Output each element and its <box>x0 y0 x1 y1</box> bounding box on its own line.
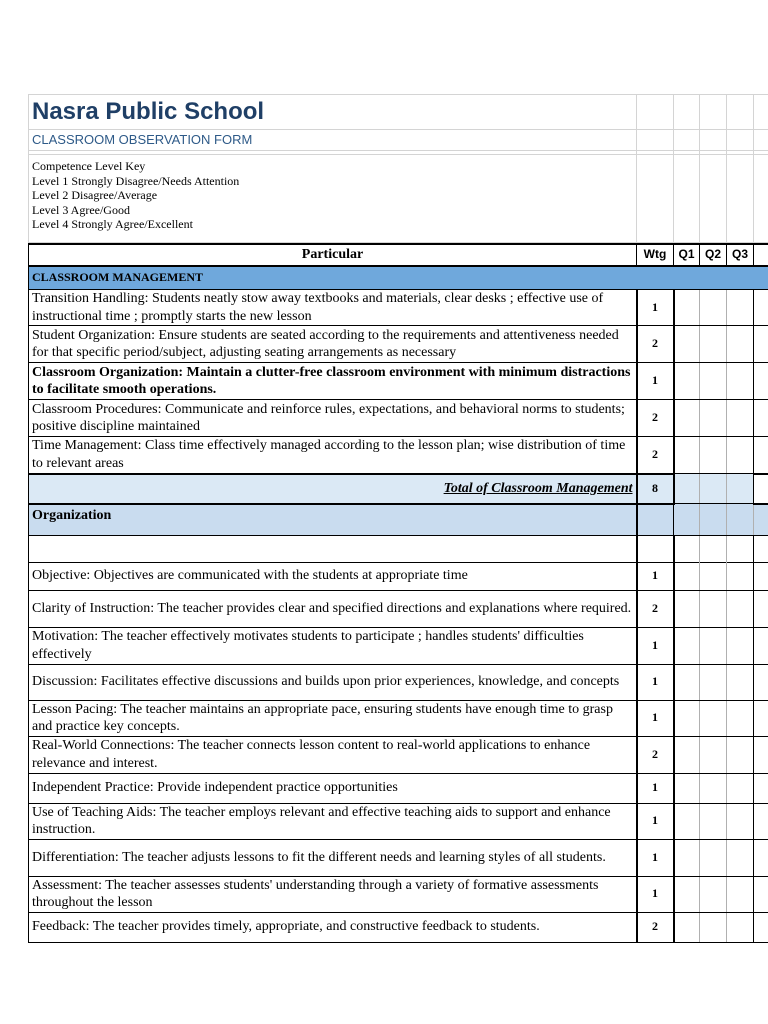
item-weight: 1 <box>637 876 674 912</box>
item-student-organization: Student Organization: Ensure students are seated according to the requirements and attentiveness needed for that specific period/subject, adjusting seating arrangements as necessary <box>29 326 637 363</box>
item-weight: 1 <box>637 803 674 839</box>
total-row <box>29 474 768 504</box>
competence-key <box>29 155 637 243</box>
col-q1: Q1 <box>674 244 700 266</box>
item-use-of-teaching-aids: Use of Teaching Aids: The teacher employs relevant and effective teaching aids to support and enhance instruction. <box>29 803 637 839</box>
competence-level-1: Level 1 Strongly Disagree/Needs Attention <box>32 173 240 188</box>
q1-cell[interactable] <box>674 664 700 700</box>
item-feedback: Feedback: The teacher provides timely, appropriate, and constructive feedback to students. <box>29 912 637 942</box>
item-weight: 1 <box>637 290 674 326</box>
q1-cell[interactable] <box>674 363 700 400</box>
table-row <box>29 664 768 700</box>
q3-cell[interactable] <box>727 664 754 700</box>
q1-cell[interactable] <box>674 627 700 664</box>
table-row <box>29 803 768 839</box>
table-row <box>29 627 768 664</box>
q1-cell[interactable] <box>674 736 700 773</box>
q1-cell[interactable] <box>674 803 700 839</box>
q2-cell[interactable] <box>700 773 727 803</box>
q3-cell[interactable] <box>727 437 754 474</box>
q3-cell[interactable] <box>727 326 754 363</box>
q3-cell[interactable] <box>727 562 754 590</box>
q2-cell[interactable] <box>700 839 727 876</box>
form-title: CLASSROOM OBSERVATION FORM <box>29 130 637 151</box>
table-row <box>29 839 768 876</box>
q1-cell[interactable] <box>674 400 700 437</box>
item-weight: 2 <box>637 400 674 437</box>
col-particular: Particular <box>29 244 637 266</box>
item-clarity-of-instruction: Clarity of Instruction: The teacher provides clear and specified directions and explanations where required. <box>29 590 637 627</box>
q2-cell[interactable] <box>700 290 727 326</box>
observation-sheet <box>28 94 768 943</box>
item-lesson-pacing: Lesson Pacing: The teacher maintains an appropriate pace, ensuring students have enough time to grasp and practice key concepts. <box>29 700 637 736</box>
q2-cell[interactable] <box>700 562 727 590</box>
table-row <box>29 736 768 773</box>
item-weight: 2 <box>637 326 674 363</box>
item-weight: 1 <box>637 627 674 664</box>
q3-cell[interactable] <box>727 400 754 437</box>
classroom-management-heading: CLASSROOM MANAGEMENT <box>29 266 768 290</box>
section-organization <box>29 504 768 536</box>
item-assessment: Assessment: The teacher assesses students' understanding through a variety of formative assessments throughout the lesson <box>29 876 637 912</box>
q1-cell[interactable] <box>674 876 700 912</box>
q3-cell[interactable] <box>727 627 754 664</box>
q3-cell[interactable] <box>727 803 754 839</box>
item-weight: 2 <box>637 437 674 474</box>
q1-cell[interactable] <box>674 590 700 627</box>
q1-cell[interactable] <box>674 839 700 876</box>
q3-cell[interactable] <box>727 590 754 627</box>
header-table <box>28 94 768 243</box>
item-weight: 2 <box>637 590 674 627</box>
q2-cell[interactable] <box>700 876 727 912</box>
table-row <box>29 290 768 326</box>
total-value: 8 <box>637 474 674 504</box>
q2-cell[interactable] <box>700 437 727 474</box>
q1-cell[interactable] <box>674 290 700 326</box>
item-time-management: Time Management: Class time effectively managed according to the lesson plan; wise distribution of time to relevant areas <box>29 437 637 474</box>
school-name: Nasra Public School <box>29 95 637 130</box>
competence-level-3: Level 3 Agree/Good <box>32 202 130 217</box>
item-weight: 1 <box>637 562 674 590</box>
q1-cell[interactable] <box>674 326 700 363</box>
col-q3: Q3 <box>727 244 754 266</box>
section-classroom-management <box>29 266 768 290</box>
table-row <box>29 912 768 942</box>
table-row <box>29 437 768 474</box>
q3-cell[interactable] <box>727 773 754 803</box>
item-discussion: Discussion: Facilitates effective discussions and builds upon prior experiences, knowledge, and concepts <box>29 664 637 700</box>
item-independent-practice: Independent Practice: Provide independent practice opportunities <box>29 773 637 803</box>
q3-cell[interactable] <box>727 912 754 942</box>
competence-level-4: Level 4 Strongly Agree/Excellent <box>32 217 193 232</box>
item-weight: 1 <box>637 773 674 803</box>
item-weight: 1 <box>637 700 674 736</box>
q3-cell[interactable] <box>727 736 754 773</box>
q3-cell[interactable] <box>727 876 754 912</box>
organization-heading: Organization <box>29 504 637 536</box>
column-header-row <box>29 244 768 266</box>
q3-cell[interactable] <box>727 363 754 400</box>
item-classroom-organization: Classroom Organization: Maintain a clutter-free classroom environment with minimum distractions to facilitate smooth operations. <box>29 363 637 400</box>
table-row <box>29 400 768 437</box>
item-real-world-connections: Real-World Connections: The teacher connects lesson content to real-world applications to enhance relevance and interest. <box>29 736 637 773</box>
q2-cell[interactable] <box>700 590 727 627</box>
table-row <box>29 590 768 627</box>
item-objective: Objective: Objectives are communicated with the students at appropriate time <box>29 562 637 590</box>
observation-table <box>28 243 768 943</box>
item-weight: 2 <box>637 736 674 773</box>
item-transition-handling: Transition Handling: Students neatly stow away textbooks and materials, clear desks ; effective use of instructional time ; promptly starts the new lesson <box>29 290 637 326</box>
q2-cell[interactable] <box>700 363 727 400</box>
q2-cell[interactable] <box>700 400 727 437</box>
q1-cell[interactable] <box>674 912 700 942</box>
table-row <box>29 562 768 590</box>
q1-cell[interactable] <box>674 437 700 474</box>
q1-cell[interactable] <box>674 700 700 736</box>
item-weight: 1 <box>637 839 674 876</box>
item-weight: 1 <box>637 363 674 400</box>
q1-cell[interactable] <box>674 562 700 590</box>
competence-key-heading: Competence Level Key <box>32 159 146 173</box>
item-motivation: Motivation: The teacher effectively motivates students to participate ; handles students' difficulties effectively <box>29 627 637 664</box>
q2-cell[interactable] <box>700 700 727 736</box>
competence-level-2: Level 2 Disagree/Average <box>32 188 158 203</box>
q2-cell[interactable] <box>700 912 727 942</box>
q2-cell[interactable] <box>700 803 727 839</box>
q3-cell[interactable] <box>727 290 754 326</box>
q2-cell[interactable] <box>700 627 727 664</box>
item-differentiation: Differentiation: The teacher adjusts lessons to fit the different needs and learning styles of all students. <box>29 839 637 876</box>
table-row <box>29 700 768 736</box>
item-weight: 2 <box>637 912 674 942</box>
table-row <box>29 773 768 803</box>
col-wtg: Wtg <box>637 244 674 266</box>
table-row <box>29 876 768 912</box>
col-q2: Q2 <box>700 244 727 266</box>
q1-cell[interactable] <box>674 773 700 803</box>
table-row <box>29 326 768 363</box>
q3-cell[interactable] <box>727 700 754 736</box>
q2-cell[interactable] <box>700 326 727 363</box>
total-label: Total of Classroom Management <box>29 474 637 504</box>
item-weight: 1 <box>637 664 674 700</box>
q2-cell[interactable] <box>700 736 727 773</box>
q3-cell[interactable] <box>727 839 754 876</box>
table-row <box>29 363 768 400</box>
q2-cell[interactable] <box>700 664 727 700</box>
item-classroom-procedures: Classroom Procedures: Communicate and reinforce rules, expectations, and behavioral norms to students; positive discipline maintained <box>29 400 637 437</box>
